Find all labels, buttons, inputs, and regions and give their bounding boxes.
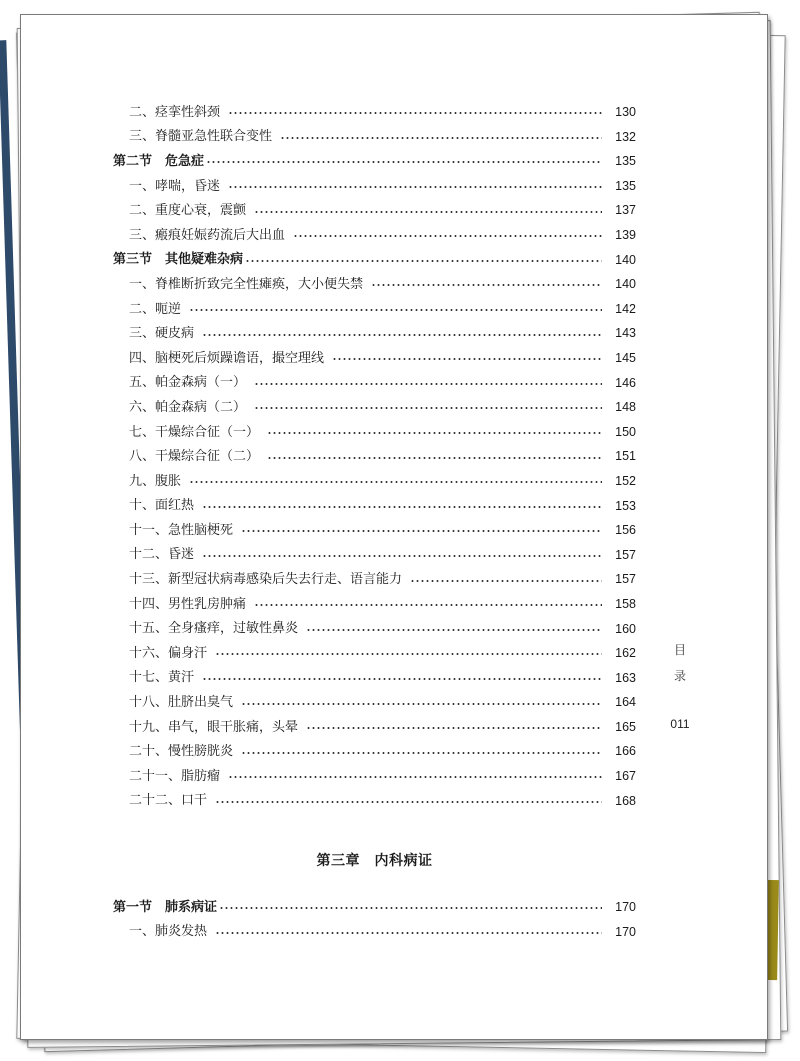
toc-entry-row (113, 444, 636, 469)
dot-leader (410, 580, 602, 582)
dot-leader (202, 555, 602, 557)
dot-leader (206, 161, 602, 163)
toc-page-number: 140 (615, 252, 636, 267)
dot-leader (189, 481, 602, 483)
toc-page-number: 170 (615, 900, 636, 915)
toc-page-number: 135 (615, 178, 636, 193)
toc-entry-row (113, 174, 636, 199)
dot-leader (254, 211, 602, 213)
toc-label: 二、痉挛性斜颈 (129, 104, 221, 120)
toc-label: 八、干燥综合征（二） (129, 449, 260, 465)
toc-page-number: 165 (615, 719, 636, 734)
toc-label: 二、呃逆 (129, 301, 182, 317)
toc-page-number: 153 (615, 498, 636, 513)
toc-label: 十八、肚脐出臭气 (129, 695, 234, 711)
toc-page-number: 139 (615, 228, 636, 243)
toc-label: 十六、偏身汗 (129, 645, 208, 661)
toc-page-number: 156 (615, 523, 636, 538)
running-head-char: 目 (673, 643, 686, 657)
toc-entry-row (113, 567, 636, 592)
toc-entry-row (113, 395, 636, 420)
toc-entry-row (113, 297, 636, 322)
toc-page-number: 166 (615, 744, 636, 759)
toc-label: 一、肺炎发热 (129, 924, 208, 940)
dot-leader (306, 727, 602, 729)
dot-leader (306, 629, 602, 631)
dot-leader (245, 260, 602, 262)
toc-page-number: 157 (615, 547, 636, 562)
toc-label: 四、脑梗死后烦躁谵语，撮空理线 (129, 350, 325, 366)
dot-leader (228, 186, 602, 188)
page-number: 011 (670, 717, 690, 731)
toc-label: 十二、昏迷 (129, 547, 195, 563)
toc-entry-row (113, 920, 636, 945)
toc-entry-row (113, 125, 636, 150)
chapter-heading: 第三章 内科病证 (316, 853, 433, 869)
toc-entry-row (113, 346, 636, 371)
toc-label: 六、帕金森病（二） (129, 399, 247, 415)
toc-label: 十七、黄汗 (129, 670, 195, 686)
toc-page-number: 157 (615, 572, 636, 587)
toc-entry-row (113, 518, 636, 543)
dot-leader (293, 235, 602, 237)
dot-leader (228, 776, 602, 778)
dot-leader (215, 932, 602, 934)
dot-leader (228, 112, 602, 114)
toc-label: 二十二、口干 (129, 793, 208, 809)
toc-label: 十、面红热 (129, 498, 195, 514)
toc-entry-row (113, 321, 636, 346)
toc-label: 一、哮喘，昏迷 (129, 178, 221, 194)
toc-entry-row (113, 739, 636, 764)
toc-label: 十一、急性脑梗死 (129, 522, 234, 538)
toc-section-row (113, 149, 636, 174)
toc-entry-row (113, 100, 636, 125)
dot-leader (371, 284, 602, 286)
toc-page-number: 164 (615, 695, 636, 710)
toc-page-number: 163 (615, 670, 636, 685)
toc-label: 三、瘢痕妊娠药流后大出血 (129, 227, 286, 243)
dot-leader (267, 432, 602, 434)
toc-page-number: 143 (615, 326, 636, 341)
toc-label: 第三节 其他疑难杂病 (113, 252, 244, 268)
toc-entry-row (113, 543, 636, 568)
toc-entry-row (113, 469, 636, 494)
toc-entry-row (113, 223, 636, 248)
toc-entry-row (113, 592, 636, 617)
toc-page-number: 168 (615, 793, 636, 808)
toc-page-number: 160 (615, 621, 636, 636)
dot-leader (189, 309, 602, 311)
toc-label: 二十一、脂肪瘤 (129, 768, 221, 784)
toc-page-number: 150 (615, 424, 636, 439)
dot-leader (215, 653, 602, 655)
toc-label: 七、干燥综合征（一） (129, 424, 260, 440)
toc-label: 二十、慢性膀胱炎 (129, 744, 234, 760)
toc-page-number: 132 (615, 129, 636, 144)
toc-page-number: 158 (615, 596, 636, 611)
toc-entry-row (113, 690, 636, 715)
toc-page-number: 162 (615, 646, 636, 661)
toc-section-row (113, 895, 636, 920)
dot-leader (215, 801, 602, 803)
toc-entry-row (113, 420, 636, 445)
dot-leader (254, 383, 602, 385)
toc-page-number: 167 (615, 769, 636, 784)
dot-leader (202, 506, 602, 508)
toc-label: 三、脊髓亚急性联合变性 (129, 129, 273, 145)
toc-entry-row (113, 764, 636, 789)
toc-page-number: 145 (615, 350, 636, 365)
dot-leader (254, 407, 602, 409)
dot-leader (280, 137, 602, 139)
dot-leader (241, 703, 602, 705)
dot-leader (332, 358, 602, 360)
toc-label: 十五、全身瘙痒，过敏性鼻炎 (129, 621, 299, 637)
toc-page-number: 146 (615, 375, 636, 390)
toc-label: 第一节 肺系病证 (113, 899, 218, 915)
toc-label: 三、硬皮病 (129, 326, 195, 342)
toc-label: 第二节 危急症 (113, 153, 205, 169)
toc-page-number: 137 (615, 203, 636, 218)
table-of-contents (113, 100, 636, 813)
dot-leader (267, 457, 602, 459)
toc-page-number: 148 (615, 400, 636, 415)
toc-page-number: 135 (615, 154, 636, 169)
toc-entry-row (113, 715, 636, 740)
toc-page-number: 152 (615, 473, 636, 488)
toc-label: 十三、新型冠状病毒感染后失去行走、语言能力 (129, 572, 403, 588)
toc-label: 十四、男性乳房肿痛 (129, 596, 247, 612)
dot-leader (202, 334, 602, 336)
toc-label: 五、帕金森病（一） (129, 375, 247, 391)
dot-leader (202, 678, 602, 680)
toc-entry-row (113, 641, 636, 666)
dot-leader (241, 752, 602, 754)
dot-leader (254, 604, 602, 606)
toc-label: 九、腹胀 (129, 473, 182, 489)
toc-page-number: 151 (615, 449, 636, 464)
toc-page-number: 170 (615, 924, 636, 939)
toc-entry-row (113, 494, 636, 519)
toc-entry-row (113, 371, 636, 396)
toc-entry-row (113, 272, 636, 297)
toc-entry-row (113, 616, 636, 641)
dot-leader (241, 530, 602, 532)
running-head-char: 录 (673, 669, 686, 683)
toc-entry-row (113, 666, 636, 691)
toc-page-number: 142 (615, 301, 636, 316)
table-of-contents-continued (113, 895, 636, 944)
toc-label: 十九、串气，眼干胀痛，头晕 (129, 719, 299, 735)
toc-entry-row (113, 789, 636, 814)
toc-section-row (113, 248, 636, 273)
running-head-label (670, 637, 690, 689)
dot-leader (219, 907, 602, 909)
toc-label: 二、重度心衰，震颤 (129, 203, 247, 219)
toc-label: 一、脊椎断折致完全性瘫痪，大小便失禁 (129, 276, 364, 292)
toc-entry-row (113, 198, 636, 223)
toc-page-number: 130 (615, 105, 636, 120)
toc-page-number: 140 (615, 277, 636, 292)
